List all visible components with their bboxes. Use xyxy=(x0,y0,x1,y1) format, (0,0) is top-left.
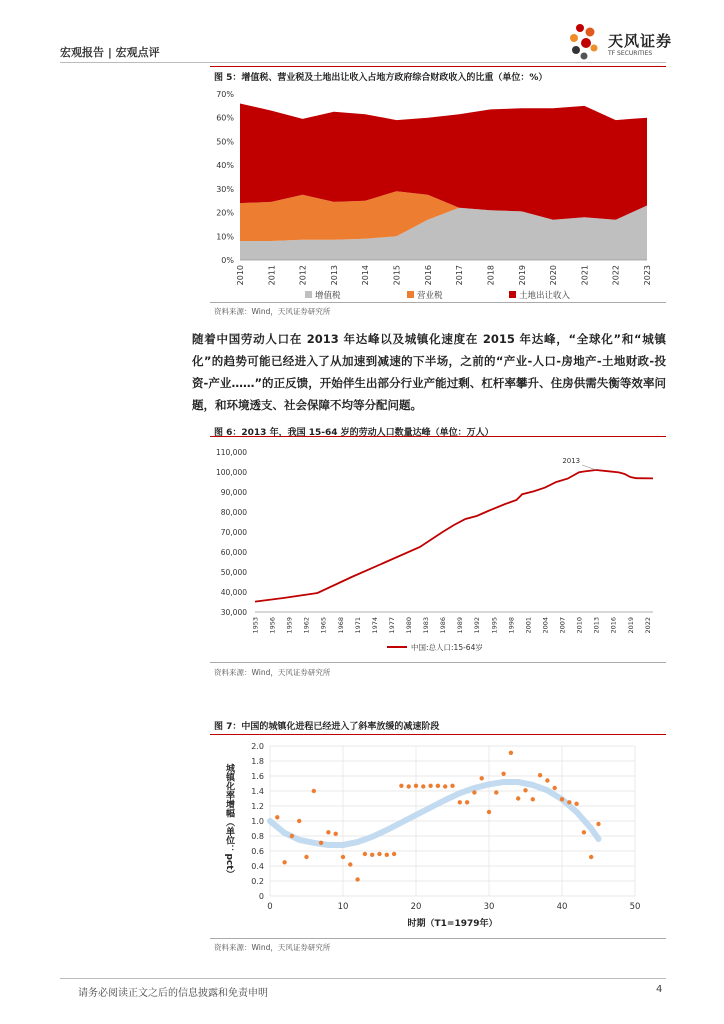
fig7-data-point xyxy=(312,789,316,793)
fig6-x-tick-label: 1998 xyxy=(507,617,516,634)
fig5-legend-label: 营业税 xyxy=(417,291,443,301)
fig7-data-point xyxy=(501,772,505,776)
header-divider xyxy=(60,62,666,63)
fig7-data-point xyxy=(326,830,330,834)
fig6-x-tick-label: 2004 xyxy=(541,617,550,634)
fig7-data-point xyxy=(582,830,586,834)
fig6-y-tick-label: 50,000 xyxy=(220,568,247,577)
fig7-data-point xyxy=(355,877,359,881)
fig6-y-tick-label: 30,000 xyxy=(220,608,247,617)
fig6-y-tick-label: 90,000 xyxy=(220,488,247,497)
fig6-x-tick-label: 2013 xyxy=(592,617,601,634)
fig7-y-axis-title: 城镇化率增幅（单位：pct） xyxy=(224,763,234,879)
fig7-data-point xyxy=(480,776,484,780)
fig7-y-tick-label: 0 xyxy=(258,892,264,901)
fig6-x-tick-label: 1980 xyxy=(405,617,414,634)
fig7-y-tick-label: 1.6 xyxy=(251,772,264,781)
fig5-area-chart xyxy=(205,86,665,302)
fig7-title: 图 7：中国的城镇化进程已经进入了斜率放缓的减速阶段 xyxy=(214,722,440,732)
fig5-y-tick-label: 30% xyxy=(216,184,234,194)
fig7-data-point xyxy=(516,796,520,800)
fig5-legend-swatch xyxy=(509,291,516,298)
fig7-y-tick-label: 0.6 xyxy=(251,847,264,856)
fig6-x-tick-label: 1974 xyxy=(370,617,379,634)
fig7-y-tick-label: 1.4 xyxy=(251,787,264,796)
fig6-x-tick-label: 1968 xyxy=(336,617,345,634)
fig6-y-tick-label: 40,000 xyxy=(220,588,247,597)
fig7-data-point xyxy=(596,822,600,826)
fig7-data-point xyxy=(443,784,447,788)
fig7-data-point xyxy=(538,773,542,777)
fig5-source: 资料来源：Wind，天风证券研究所 xyxy=(214,307,331,316)
fig6-x-tick-label: 1992 xyxy=(473,617,482,634)
fig7-x-tick-label: 50 xyxy=(629,902,641,912)
fig7-data-point xyxy=(450,784,454,788)
fig6-y-tick-label: 60,000 xyxy=(220,548,247,557)
fig6-y-tick-label: 80,000 xyxy=(220,508,247,517)
fig6-line-chart xyxy=(205,442,665,660)
fig6-annotation-leader xyxy=(582,465,596,470)
fig7-data-point xyxy=(458,800,462,804)
fig5-y-tick-label: 40% xyxy=(216,161,234,171)
fig7-data-point xyxy=(297,819,301,823)
fig7-data-point xyxy=(407,784,411,788)
fig7-source: 资料来源：Wind，天风证券研究所 xyxy=(214,943,331,952)
fig5-y-tick-label: 50% xyxy=(216,137,234,147)
fig7-y-tick-label: 1.0 xyxy=(251,817,264,826)
fig7-data-point xyxy=(523,788,527,792)
fig5-legend-swatch xyxy=(305,291,312,298)
fig6-y-tick-label: 100,000 xyxy=(215,468,247,477)
fig7-data-point xyxy=(275,815,279,819)
page-number: 4 xyxy=(656,984,663,995)
fig5-x-tick-label: 2010 xyxy=(236,265,245,286)
report-category: 宏观报告 | 宏观点评 xyxy=(60,46,160,59)
fig6-y-tick-label: 110,000 xyxy=(215,448,247,457)
fig7-y-tick-label: 0.8 xyxy=(251,832,264,841)
fig7-data-point xyxy=(472,790,476,794)
fig6-series-line xyxy=(255,470,653,602)
fig7-x-tick-label: 40 xyxy=(556,902,568,912)
fig6-bottom-rule xyxy=(210,662,666,663)
fig7-data-point xyxy=(399,784,403,788)
fig7-y-tick-label: 1.8 xyxy=(251,757,264,766)
fig7-data-point xyxy=(421,784,425,788)
fig7-data-point xyxy=(553,786,557,790)
body-paragraph: 随着中国劳动人口在 2013 年达峰以及城镇化速度在 2015 年达峰，“全球化”和“城镇化”的趋势可能已经进入了从加速到减速的下半场，之前的“产业-人口-房地产-土地财政-投资-产业……”的正反馈，开始伴生出部分行业产能过剩、杠杆率攀升、住房供需失衡等效率问题，和环境透支、社会保障不均等分配问题。 xyxy=(192,332,666,412)
fig6-title: 图 6：2013 年，我国 15-64 岁的劳动人口数量达峰（单位：万人） xyxy=(214,428,494,438)
fig6-x-tick-label: 1983 xyxy=(422,617,431,634)
fig5-x-tick-label: 2019 xyxy=(517,265,527,286)
fig6-x-tick-label: 1953 xyxy=(251,617,260,634)
fig7-y-tick-label: 0.2 xyxy=(251,877,264,886)
fig6-x-tick-label: 1977 xyxy=(387,617,396,634)
fig7-x-axis-title: 时期（T1=1979年） xyxy=(407,919,498,929)
fig7-data-point xyxy=(282,860,286,864)
fig6-y-tick-label: 70,000 xyxy=(220,528,247,537)
fig7-data-point xyxy=(494,790,498,794)
fig5-x-tick-label: 2015 xyxy=(392,265,402,286)
fig6-x-tick-label: 1989 xyxy=(456,617,465,634)
fig7-data-point xyxy=(567,800,571,804)
fig7-data-point xyxy=(385,853,389,857)
disclaimer-notice: 请务必阅读正文之后的信息披露和免责申明 xyxy=(78,988,268,999)
fig6-x-tick-label: 2016 xyxy=(609,617,618,634)
fig7-data-point xyxy=(319,841,323,845)
fig7-data-point xyxy=(304,855,308,859)
fig5-x-tick-label: 2014 xyxy=(361,265,371,286)
fig7-x-tick-label: 20 xyxy=(410,902,422,912)
fig5-y-tick-label: 70% xyxy=(216,90,234,99)
fig6-legend-label: 中国:总人口:15-64岁 xyxy=(411,643,483,652)
fig7-y-tick-label: 2.0 xyxy=(251,742,264,751)
fig5-x-tick-label: 2020 xyxy=(549,265,559,286)
fig7-data-point xyxy=(465,800,469,804)
fig5-x-tick-label: 2011 xyxy=(267,265,277,286)
fig7-data-point xyxy=(589,855,593,859)
logo-english-name: TF SECURITIES xyxy=(608,50,653,57)
fig7-data-point xyxy=(377,852,381,856)
fig7-data-point xyxy=(560,797,564,801)
fig5-x-tick-label: 2022 xyxy=(611,265,621,286)
logo-chinese-name: 天风证券 xyxy=(608,32,673,50)
fig7-data-point xyxy=(392,852,396,856)
fig7-scatter-chart xyxy=(205,736,665,936)
fig7-data-point xyxy=(348,862,352,866)
flower-logo-icon xyxy=(566,22,610,62)
fig7-x-tick-label: 0 xyxy=(267,902,273,912)
fig6-x-tick-label: 2022 xyxy=(643,617,652,634)
fig6-x-tick-label: 1959 xyxy=(285,617,294,634)
fig7-top-rule xyxy=(210,734,666,735)
fig6-x-tick-label: 1962 xyxy=(302,617,311,634)
fig7-data-point xyxy=(290,834,294,838)
fig6-x-tick-label: 2001 xyxy=(524,617,533,634)
fig6-x-tick-label: 1986 xyxy=(439,617,448,634)
fig5-y-tick-label: 0% xyxy=(221,256,234,265)
fig6-x-tick-label: 2010 xyxy=(575,617,584,634)
fig7-bottom-rule xyxy=(210,938,666,939)
fig6-x-tick-label: 1971 xyxy=(353,617,362,634)
fig6-source: 资料来源：Wind，天风证券研究所 xyxy=(214,668,331,677)
fig7-data-point xyxy=(428,784,432,788)
fig5-legend-swatch xyxy=(407,291,414,298)
fig5-top-rule xyxy=(210,66,666,67)
fig5-y-tick-label: 60% xyxy=(216,113,234,123)
fig7-data-point xyxy=(341,855,345,859)
fig5-x-tick-label: 2018 xyxy=(486,265,496,286)
fig7-data-point xyxy=(436,784,440,788)
fig5-x-tick-label: 2012 xyxy=(298,265,308,286)
fig5-x-tick-label: 2016 xyxy=(423,265,433,286)
fig7-data-point xyxy=(334,832,338,836)
fig7-x-tick-label: 30 xyxy=(483,902,495,912)
fig7-x-tick-label: 10 xyxy=(337,902,349,912)
fig7-data-point xyxy=(370,853,374,857)
fig5-legend-label: 土地出让收入 xyxy=(519,291,571,301)
fig7-trend-curve xyxy=(270,782,599,845)
fig6-annotation-label: 2013 xyxy=(562,457,581,465)
fig7-data-point xyxy=(363,852,367,856)
fig6-x-tick-label: 2007 xyxy=(558,617,567,634)
fig7-data-point xyxy=(574,802,578,806)
fig5-legend-label: 增值税 xyxy=(315,291,341,301)
fig7-y-tick-label: 0.4 xyxy=(251,862,264,871)
fig7-data-point xyxy=(531,797,535,801)
fig5-title: 图 5：增值税、营业税及土地出让收入占地方政府综合财政收入的比重（单位：%） xyxy=(214,73,548,83)
fig7-data-point xyxy=(414,784,418,788)
fig5-y-tick-label: 10% xyxy=(216,232,234,242)
fig6-x-tick-label: 1956 xyxy=(268,617,277,634)
fig7-y-tick-label: 1.2 xyxy=(251,802,264,811)
fig5-y-tick-label: 20% xyxy=(216,208,234,218)
fig5-bottom-rule xyxy=(210,302,666,303)
fig5-x-tick-label: 2013 xyxy=(329,265,339,286)
fig6-x-tick-label: 2019 xyxy=(626,617,635,634)
fig6-x-tick-label: 1995 xyxy=(490,617,499,634)
fig5-x-tick-label: 2021 xyxy=(580,265,590,286)
fig5-x-tick-label: 2017 xyxy=(455,265,465,286)
fig7-data-point xyxy=(487,810,491,814)
footer-divider xyxy=(60,978,666,979)
fig7-data-point xyxy=(509,751,513,755)
fig5-x-tick-label: 2023 xyxy=(643,265,652,286)
fig7-data-point xyxy=(545,778,549,782)
fig6-x-tick-label: 1965 xyxy=(319,617,328,634)
